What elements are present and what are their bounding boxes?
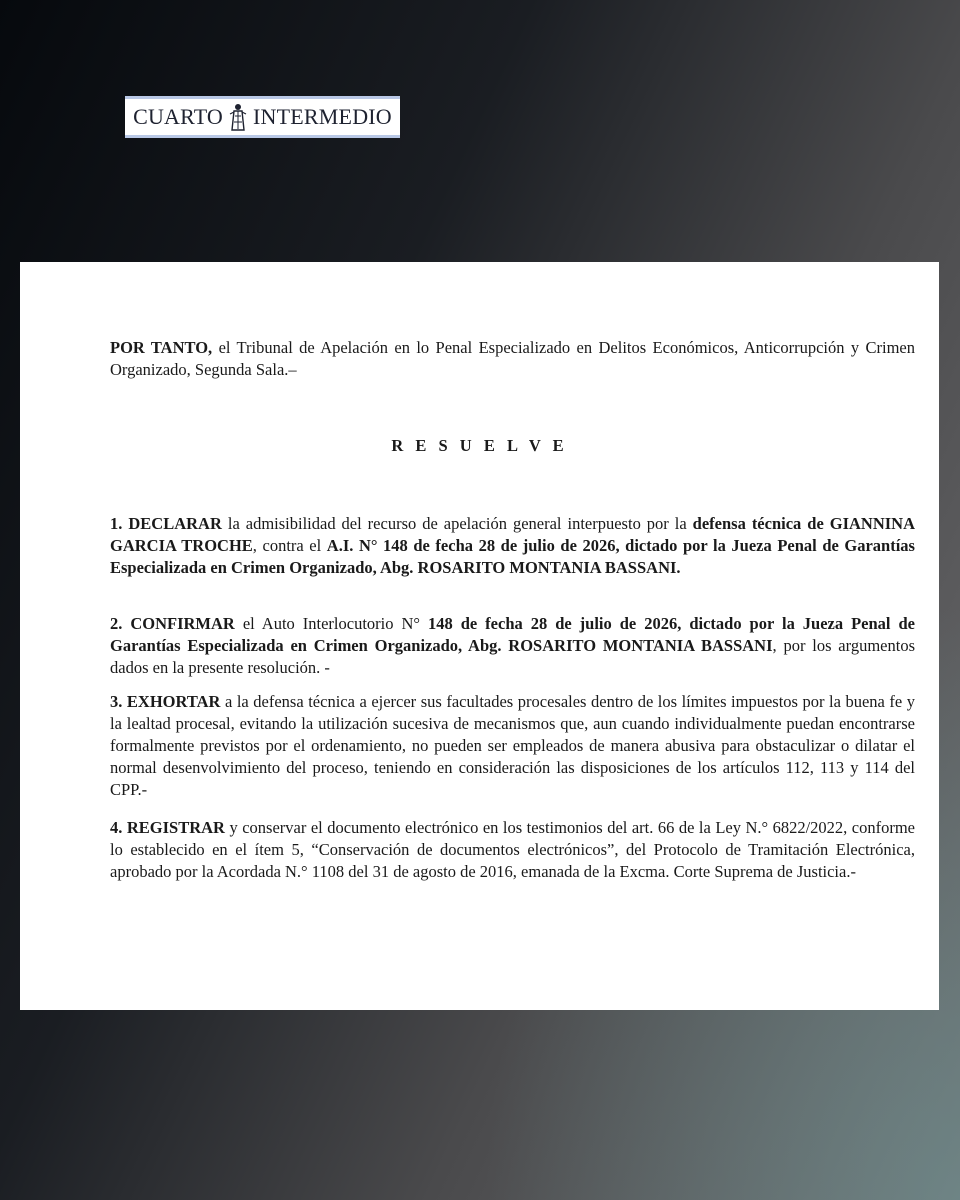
item-2-confirmar: 2. CONFIRMAR el Auto Interlocutorio N° 148 de fecha 28 de julio de 2026, dictado por la Jueza Penal de Garantías Especializada en Crimen Organizado, Abg. ROSARITO MONTANIA BASSANI, por los argumentos dados en la presente resolución. - xyxy=(110,614,915,677)
resuelve-heading: R E S U E L V E xyxy=(391,436,568,455)
intro-paragraph: POR TANTO, el Tribunal de Apelación en lo Penal Especializado en Delitos Económicos, Anticorrupción y Crimen Organizado, Segunda Sala.– xyxy=(110,338,915,379)
resolution-document xyxy=(20,262,939,1010)
item-3-exhortar: 3. EXHORTAR a la defensa técnica a ejercer sus facultades procesales dentro de los límites impuestos por la buena fe y la lealtad procesal, evitando la utilización sucesiva de mecanismos que, aun cuando individualmente puedan encontrarse formalmente previstos por el ordenamiento, no pueden ser empleados de manera abusiva para obstaculizar o dilatar el normal desenvolvimiento del proceso, teniendo en consideración las disposiciones de los artículos 112, 113 y 114 del CPP.- xyxy=(110,692,915,799)
logo-text-left: CUARTO xyxy=(133,104,224,129)
item-4-registrar: 4. REGISTRAR y conservar el documento electrónico en los testimonios del art. 66 de la Ley N.° 6822/2022, conforme lo establecido en el ítem 5, “Conservación de documentos electrónicos”, del Protocolo de Tramitación Electrónica, aprobado por la Acordada N.° 1108 del 31 de agosto de 2016, emanada de la Excma. Corte Suprema de Justicia.- xyxy=(110,818,916,881)
justice-figure-icon xyxy=(227,102,249,132)
logo-text-right: INTERMEDIO xyxy=(253,104,392,129)
item-1-declarar: 1. DECLARAR la admisibilidad del recurso de apelación general interpuesto por la defensa técnica de GIANNINA GARCIA TROCHE, contra el A.I. N° 148 de fecha 28 de julio de 2026, dictado por la Jueza Penal de Garantías Especializada en Crimen Organizado, Abg. ROSARITO MONTANIA BASSANI. xyxy=(110,514,916,577)
cuarto-intermedio-logo xyxy=(125,96,400,138)
